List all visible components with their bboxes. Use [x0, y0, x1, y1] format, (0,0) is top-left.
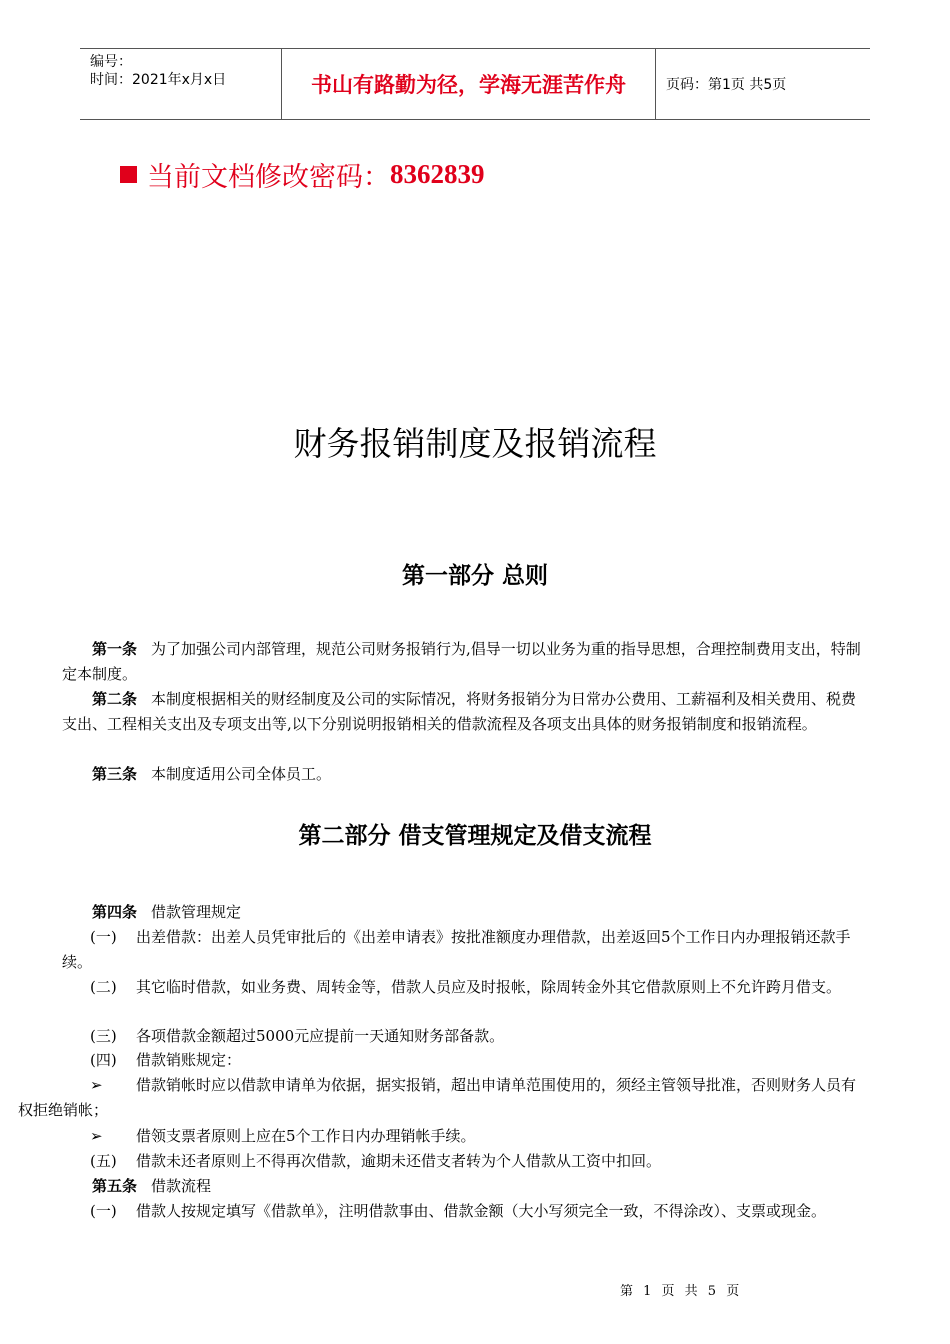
- list-item: [62, 1048, 862, 1073]
- header-meta: [80, 49, 282, 119]
- article-text: 为了加强公司内部管理，规范公司财务报销行为,倡导一切以业务为重的指导思想，合理控制费用支出，特制定本制度。: [62, 640, 861, 683]
- article-label: 第三条: [92, 765, 138, 783]
- item-marker: (三): [90, 1027, 117, 1045]
- item-marker: (二): [90, 978, 117, 996]
- article-label: 第四条: [92, 903, 138, 921]
- article-3: [62, 762, 862, 787]
- page-footer: 第 1 页 共 5 页: [620, 1284, 740, 1299]
- page-header: [80, 48, 870, 120]
- list-item: [62, 1199, 862, 1224]
- list-item: [62, 1149, 862, 1174]
- bullet-item: [18, 1124, 862, 1149]
- password-label: 当前文档修改密码：: [147, 162, 390, 193]
- list-item: [62, 975, 862, 1000]
- bullet-item: [18, 1073, 862, 1123]
- article-label: 第五条: [92, 1177, 138, 1195]
- item-text: 各项借款金额超过5000元应提前一天通知财务部备款。: [136, 1027, 505, 1045]
- article-text: 本制度根据相关的财经制度及公司的实际情况，将财务报销分为日常办公费用、工薪福利及相关费用、税费支出、工程相关支出及专项支出等,以下分别说明报销相关的借款流程及各项支出具体的财务报销制度和报销流程。: [62, 690, 857, 733]
- item-text: 借款销帐时应以借款申请单为依据，据实报销，超出申请单范围使用的，须经主管领导批准，否则财务人员有权拒绝销帐；: [18, 1076, 857, 1119]
- article-label: 第二条: [92, 690, 138, 708]
- item-marker: (四): [90, 1051, 117, 1069]
- article-2: [62, 687, 862, 737]
- header-motto: 书山有路勤为径，学海无涯苦作舟: [282, 49, 656, 119]
- item-text: 借款未还者原则上不得再次借款，逾期未还借支者转为个人借款从工资中扣回。: [136, 1152, 662, 1170]
- article-label: 第一条: [92, 640, 138, 658]
- list-item: [62, 1024, 862, 1049]
- article-1: [62, 637, 862, 687]
- item-text: 出差借款：出差人员凭审批后的《出差申请表》按批准额度办理借款，出差返回5个工作日内办理报销还款手续。: [62, 928, 851, 971]
- item-marker: (一): [90, 928, 117, 946]
- item-text: 借款销账规定：: [136, 1051, 242, 1069]
- doc-number-label: 编号：: [90, 54, 132, 70]
- article-text: 借款管理规定: [151, 903, 242, 921]
- item-text: 其它临时借款，如业务费、周转金等，借款人员应及时报帐，除周转金外其它借款原则上不允许跨月借支。: [136, 978, 842, 996]
- square-bullet-icon: [120, 166, 137, 183]
- list-item: [62, 925, 862, 975]
- article-text: 本制度适用公司全体员工。: [151, 765, 332, 783]
- header-page-label: 页码：第1页 共5页: [666, 77, 787, 93]
- item-text: 借领支票者原则上应在5个工作日内办理销帐手续。: [136, 1127, 476, 1145]
- item-marker: (五): [90, 1152, 117, 1170]
- article-5: [62, 1174, 862, 1199]
- item-marker: (一): [90, 1202, 117, 1220]
- article-4: [62, 900, 862, 925]
- arrow-bullet-icon: ➢: [90, 1127, 103, 1145]
- part1-heading: 第一部分 总则: [401, 563, 548, 589]
- arrow-bullet-icon: ➢: [90, 1076, 103, 1094]
- item-text: 借款人按规定填写《借款单》，注明借款事由、借款金额（大小写须完全一致，不得涂改）、支票或现金。: [136, 1202, 827, 1220]
- password-line: [120, 155, 485, 194]
- part2-heading: 第二部分 借支管理规定及借支流程: [298, 823, 652, 849]
- doc-time-label: 时间：2021年x月x日: [90, 72, 227, 88]
- article-text: 借款流程: [151, 1177, 212, 1195]
- password-value: 8362839: [390, 159, 485, 189]
- document-title: 财务报销制度及报销流程: [293, 424, 657, 463]
